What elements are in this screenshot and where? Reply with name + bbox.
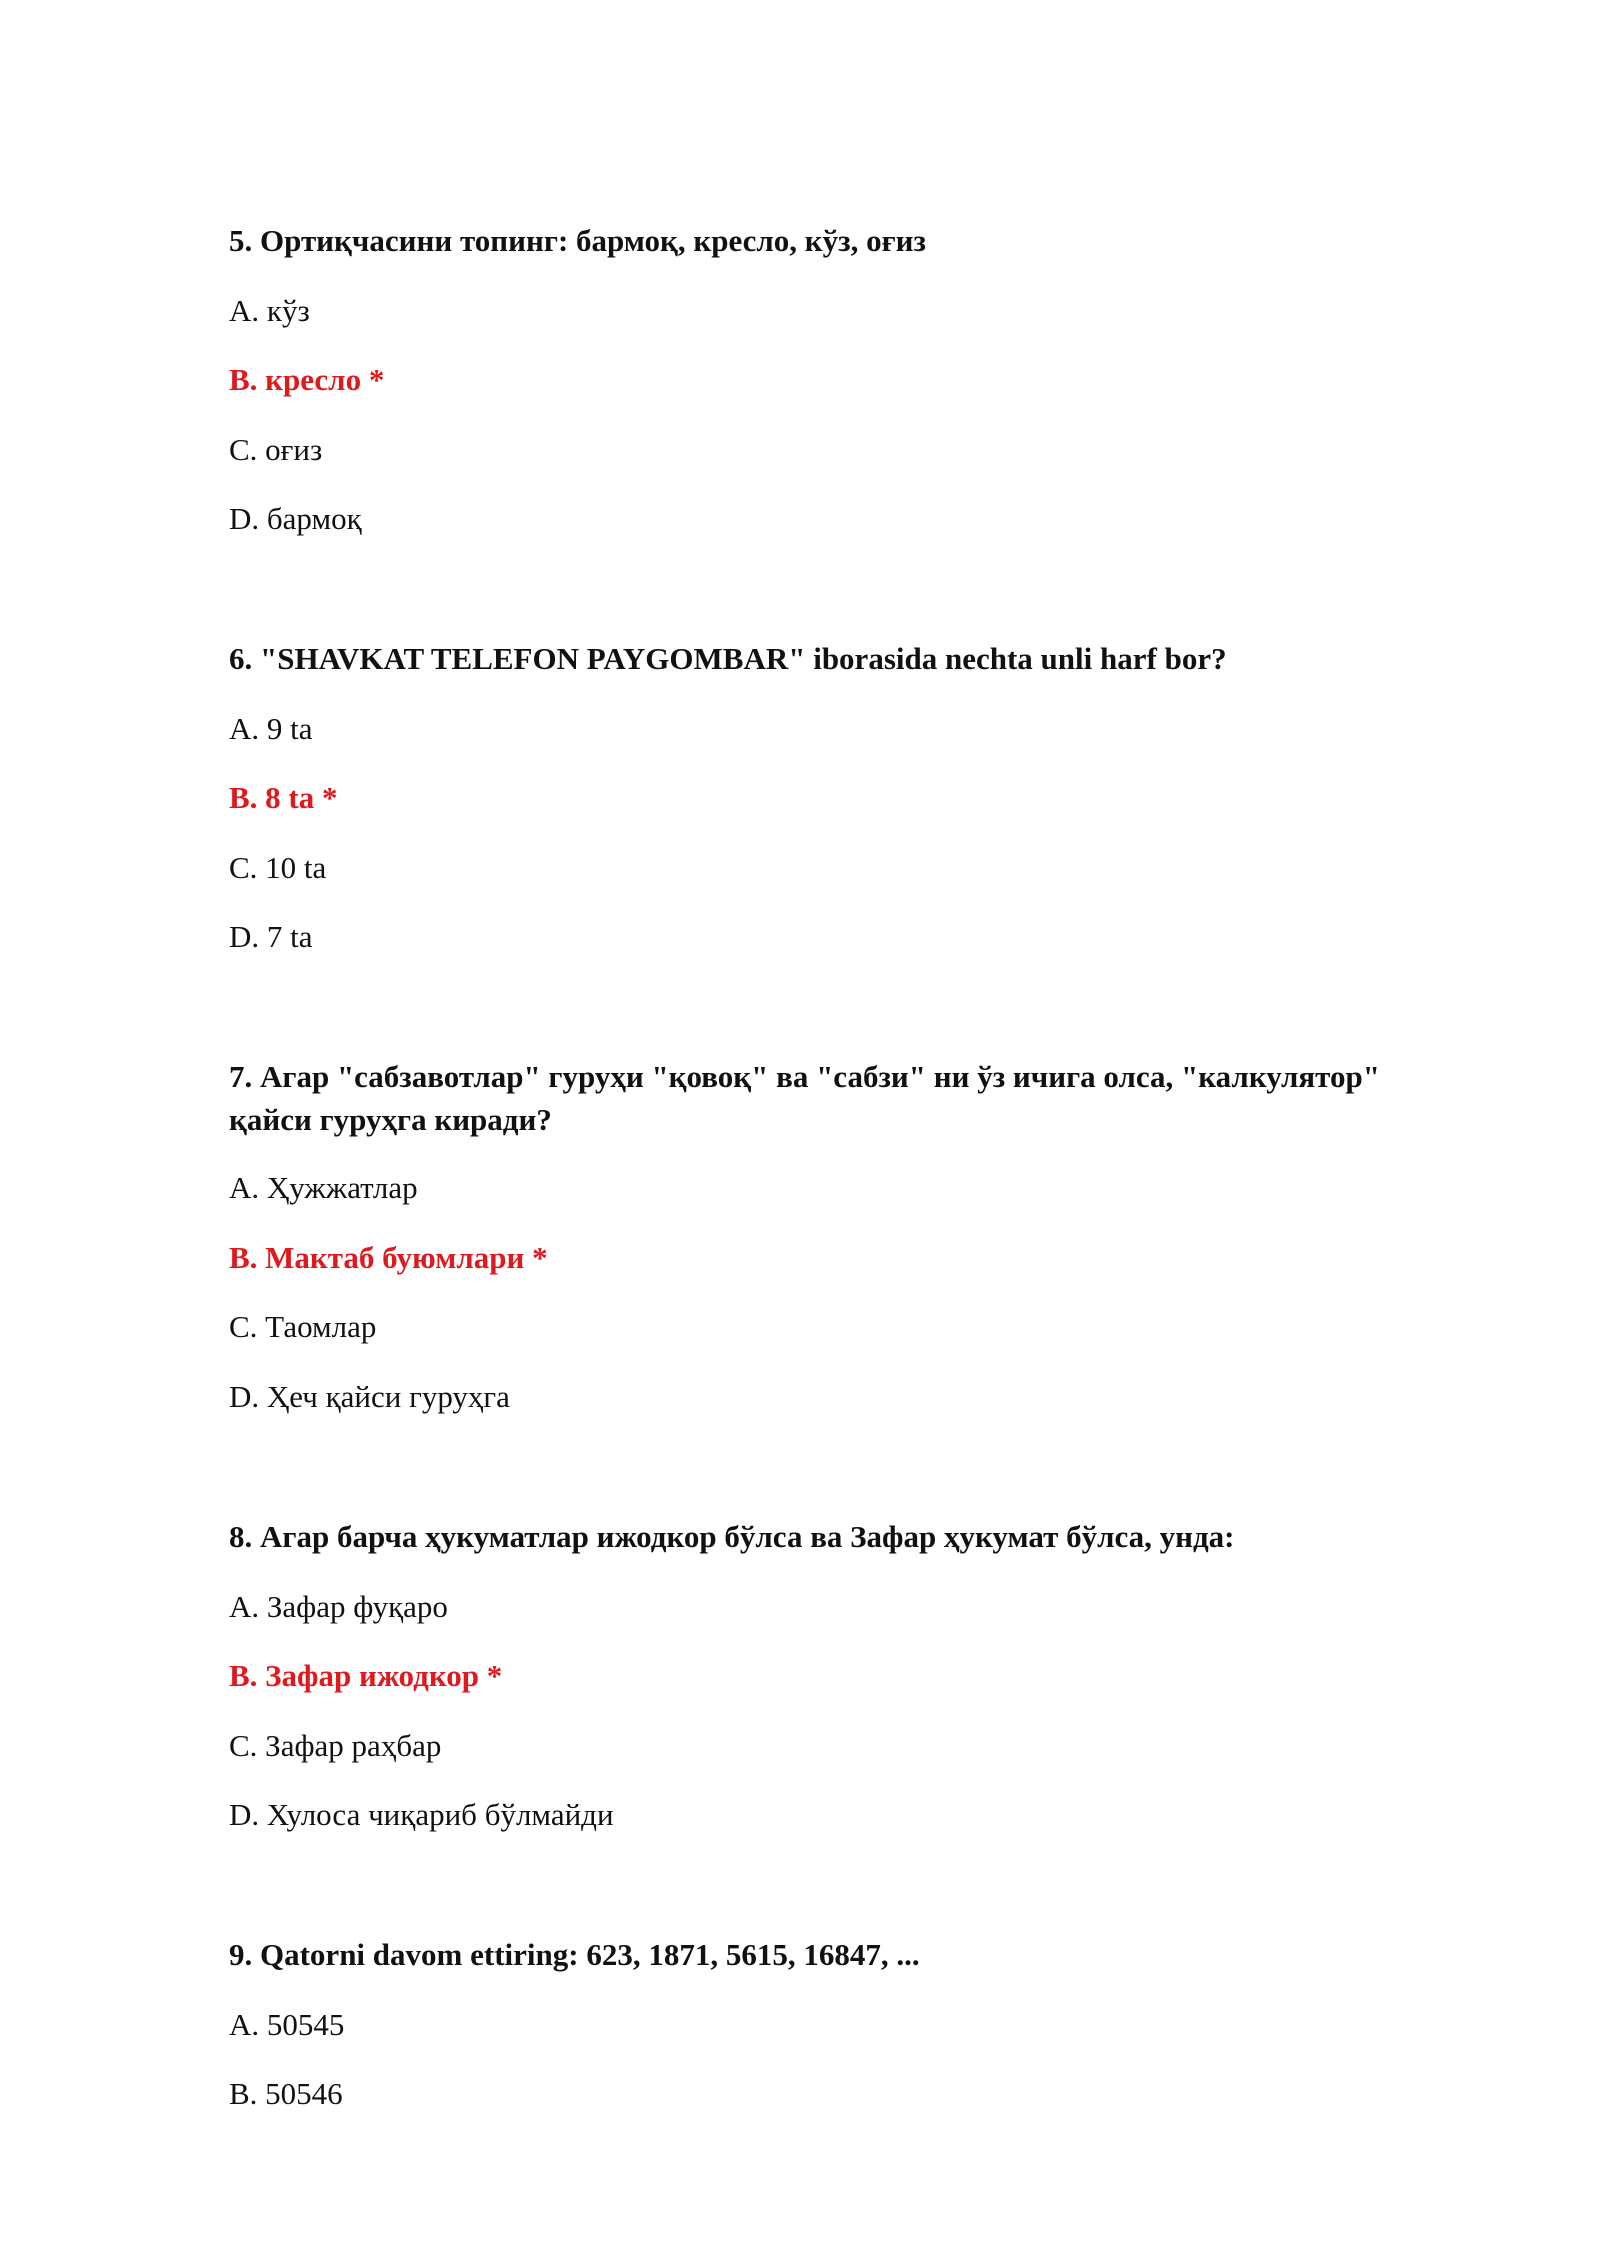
option-c: C. оғиз: [229, 432, 323, 467]
question-text: 5. Ортиқчасини топинг: бармоқ, кресло, кўз, оғиз: [229, 223, 926, 258]
question-block-5: [229, 219, 1449, 536]
question-block-8: [229, 1515, 1449, 1832]
question-text: 8. Агар барча ҳукуматлар ижодкор бўлса ва Зафар ҳукумат бўлса, унда:: [229, 1519, 1235, 1554]
option-b-correct: B. 8 ta *: [229, 780, 338, 815]
option-a: A. Ҳужжатлар: [229, 1170, 418, 1205]
question-block-7: [229, 1055, 1449, 1414]
option-d: D. Хулоса чиқариб бўлмайди: [229, 1797, 614, 1832]
option-a: A. 50545: [229, 2007, 345, 2042]
question-block-9: [229, 1933, 1449, 2111]
option-c: C. Таомлар: [229, 1309, 377, 1344]
option-d: D. бармоқ: [229, 501, 362, 536]
question-text: 7. Агар "сабзавотлар" гуруҳи "қовоқ" ва "сабзи" ни ўз ичига олса, "калкулятор" қайси гуруҳга киради?: [229, 1059, 1380, 1137]
option-b-correct: B. Зафар ижодкор *: [229, 1658, 503, 1693]
option-d: D. 7 ta: [229, 919, 313, 954]
option-a: A. 9 ta: [229, 711, 313, 746]
option-b-correct: B. Мактаб буюмлари *: [229, 1240, 548, 1275]
option-c: C. Зафар раҳбар: [229, 1728, 442, 1763]
option-b: B. 50546: [229, 2076, 343, 2111]
option-c: C. 10 ta: [229, 850, 327, 885]
option-b-correct: B. кресло *: [229, 362, 385, 397]
option-d: D. Ҳеч қайси гуруҳга: [229, 1379, 510, 1414]
option-a: A. Зафар фуқаро: [229, 1589, 448, 1624]
option-a: A. кўз: [229, 293, 310, 328]
question-block-6: [229, 637, 1449, 954]
question-text: 9. Qatorni davom ettiring: 623, 1871, 5615, 16847, ...: [229, 1937, 920, 1972]
question-text: 6. "SHAVKAT TELEFON PAYGOMBAR" iborasida nechta unli harf bor?: [229, 641, 1227, 676]
